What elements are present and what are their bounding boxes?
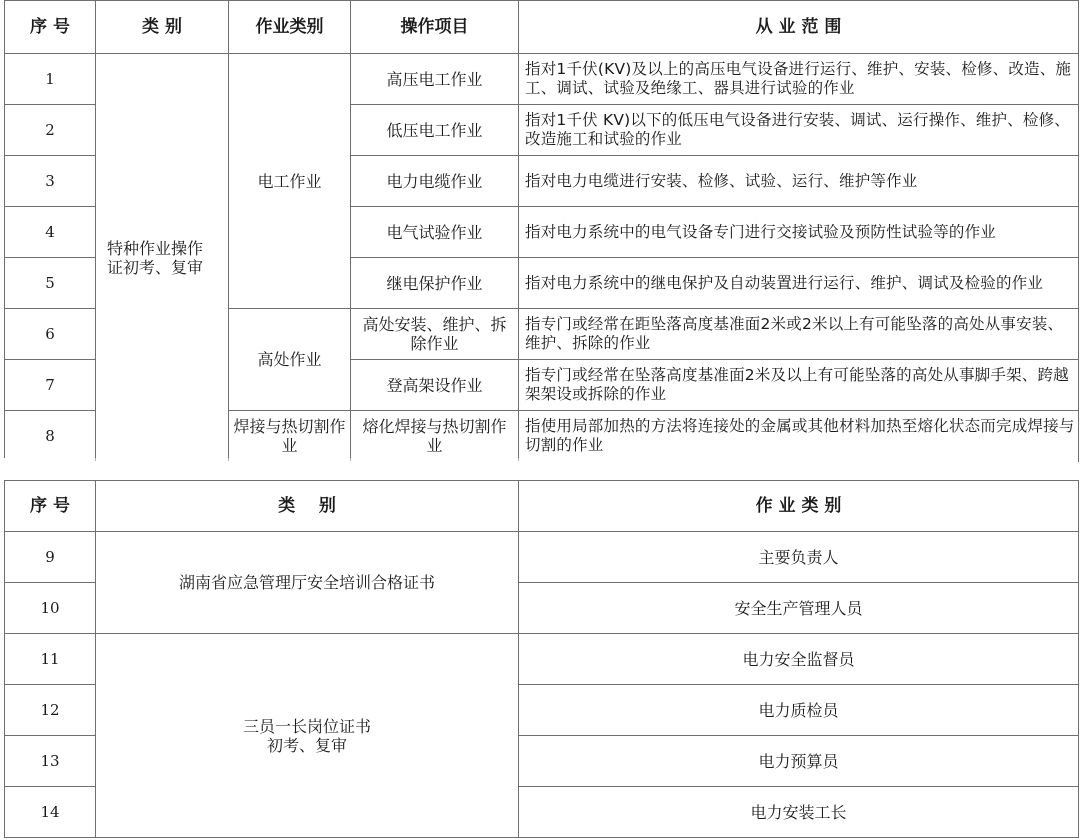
row-number: 14 (5, 787, 96, 838)
work-type-cell: 主要负责人 (519, 532, 1079, 583)
scope-cell: 指专门或经常在坠落高度基准面2米及以上有可能坠落的高处从事脚手架、跨越架架设或拆除的作业 (519, 360, 1079, 411)
header-category: 类 别 (96, 1, 229, 54)
scope-cell: 指使用局部加热的方法将连接处的金属或其他材料加热至熔化状态而完成焊接与切割的作业 (519, 411, 1079, 462)
category-label: 特种作业操作证初考、复审 (107, 238, 204, 277)
work-type-height: 高处作业 (229, 309, 351, 411)
row-number: 9 (5, 532, 96, 583)
work-type-welding: 焊接与热切割作业 (229, 411, 351, 462)
scope-cell: 指专门或经常在距坠落高度基准面2米或2米以上有可能坠落的高处从事安装、维护、拆除的作业 (519, 309, 1079, 360)
header-scope: 从 业 范 围 (519, 1, 1079, 54)
category-line-1: 三员一长岗位证书 (242, 716, 371, 736)
row-number: 10 (5, 583, 96, 634)
scope-cell: 指对1千伏(KV)及以上的高压电气设备进行运行、维护、安装、检修、改造、施工、调试、试验及绝缘工、器具进行试验的作业 (519, 54, 1079, 105)
work-type-cell: 电力安装工长 (519, 787, 1079, 838)
operation-cell: 电气试验作业 (351, 207, 519, 258)
table-row (5, 532, 1079, 583)
row-number: 6 (5, 309, 96, 360)
table-row (5, 54, 1079, 105)
table-separator (4, 458, 1078, 480)
scope-cell: 指对1千伏 KV)以下的低压电气设备进行安装、调试、运行操作、维护、检修、改造施工和试验的作业 (519, 105, 1079, 156)
grid-stub (350, 458, 351, 461)
grid-stub (518, 458, 519, 461)
operation-cell: 低压电工作业 (351, 105, 519, 156)
work-type-cell: 电力安全监督员 (519, 634, 1079, 685)
grid-stub (95, 458, 96, 461)
row-number: 12 (5, 685, 96, 736)
category-line-2: 初考、复审 (266, 735, 347, 755)
table-row (5, 634, 1079, 685)
row-number: 1 (5, 54, 96, 105)
scope-cell: 指对电力电缆进行安装、检修、试验、运行、维护等作业 (519, 156, 1079, 207)
work-type-cell: 电力质检员 (519, 685, 1079, 736)
row-number: 7 (5, 360, 96, 411)
header-operation: 操作项目 (351, 1, 519, 54)
table2-header-row (5, 481, 1079, 532)
scope-cell: 指对电力系统中的电气设备专门进行交接试验及预防性试验等的作业 (519, 207, 1079, 258)
header-work-type: 作 业 类 别 (519, 481, 1079, 532)
row-number: 5 (5, 258, 96, 309)
header-category: 类 别 (96, 481, 519, 532)
work-type-cell: 安全生产管理人员 (519, 583, 1079, 634)
work-type-electrical: 电工作业 (229, 54, 351, 309)
row-number: 3 (5, 156, 96, 207)
row-number: 13 (5, 736, 96, 787)
header-work-type: 作业类别 (229, 1, 351, 54)
grid-stub (228, 458, 229, 461)
operation-cell: 继电保护作业 (351, 258, 519, 309)
table1-header-row (5, 1, 1079, 54)
special-operations-table (4, 0, 1079, 462)
scope-cell: 指对电力系统中的继电保护及自动装置进行运行、维护、调试及检验的作业 (519, 258, 1079, 309)
operation-cell: 高压电工作业 (351, 54, 519, 105)
category-safety-training-cert: 湖南省应急管理厅安全培训合格证书 (96, 532, 519, 634)
certificate-table (4, 480, 1079, 838)
category-post-cert (96, 634, 519, 838)
header-seq: 序 号 (5, 481, 96, 532)
operation-cell: 熔化焊接与热切割作业 (351, 411, 519, 462)
operation-cell: 高处安装、维护、拆除作业 (351, 309, 519, 360)
row-number: 4 (5, 207, 96, 258)
header-seq: 序 号 (5, 1, 96, 54)
row-number: 8 (5, 411, 96, 462)
operation-cell: 登高架设作业 (351, 360, 519, 411)
row-number: 2 (5, 105, 96, 156)
operation-cell: 电力电缆作业 (351, 156, 519, 207)
row-number: 11 (5, 634, 96, 685)
category-special-operations (96, 54, 229, 462)
work-type-cell: 电力预算员 (519, 736, 1079, 787)
